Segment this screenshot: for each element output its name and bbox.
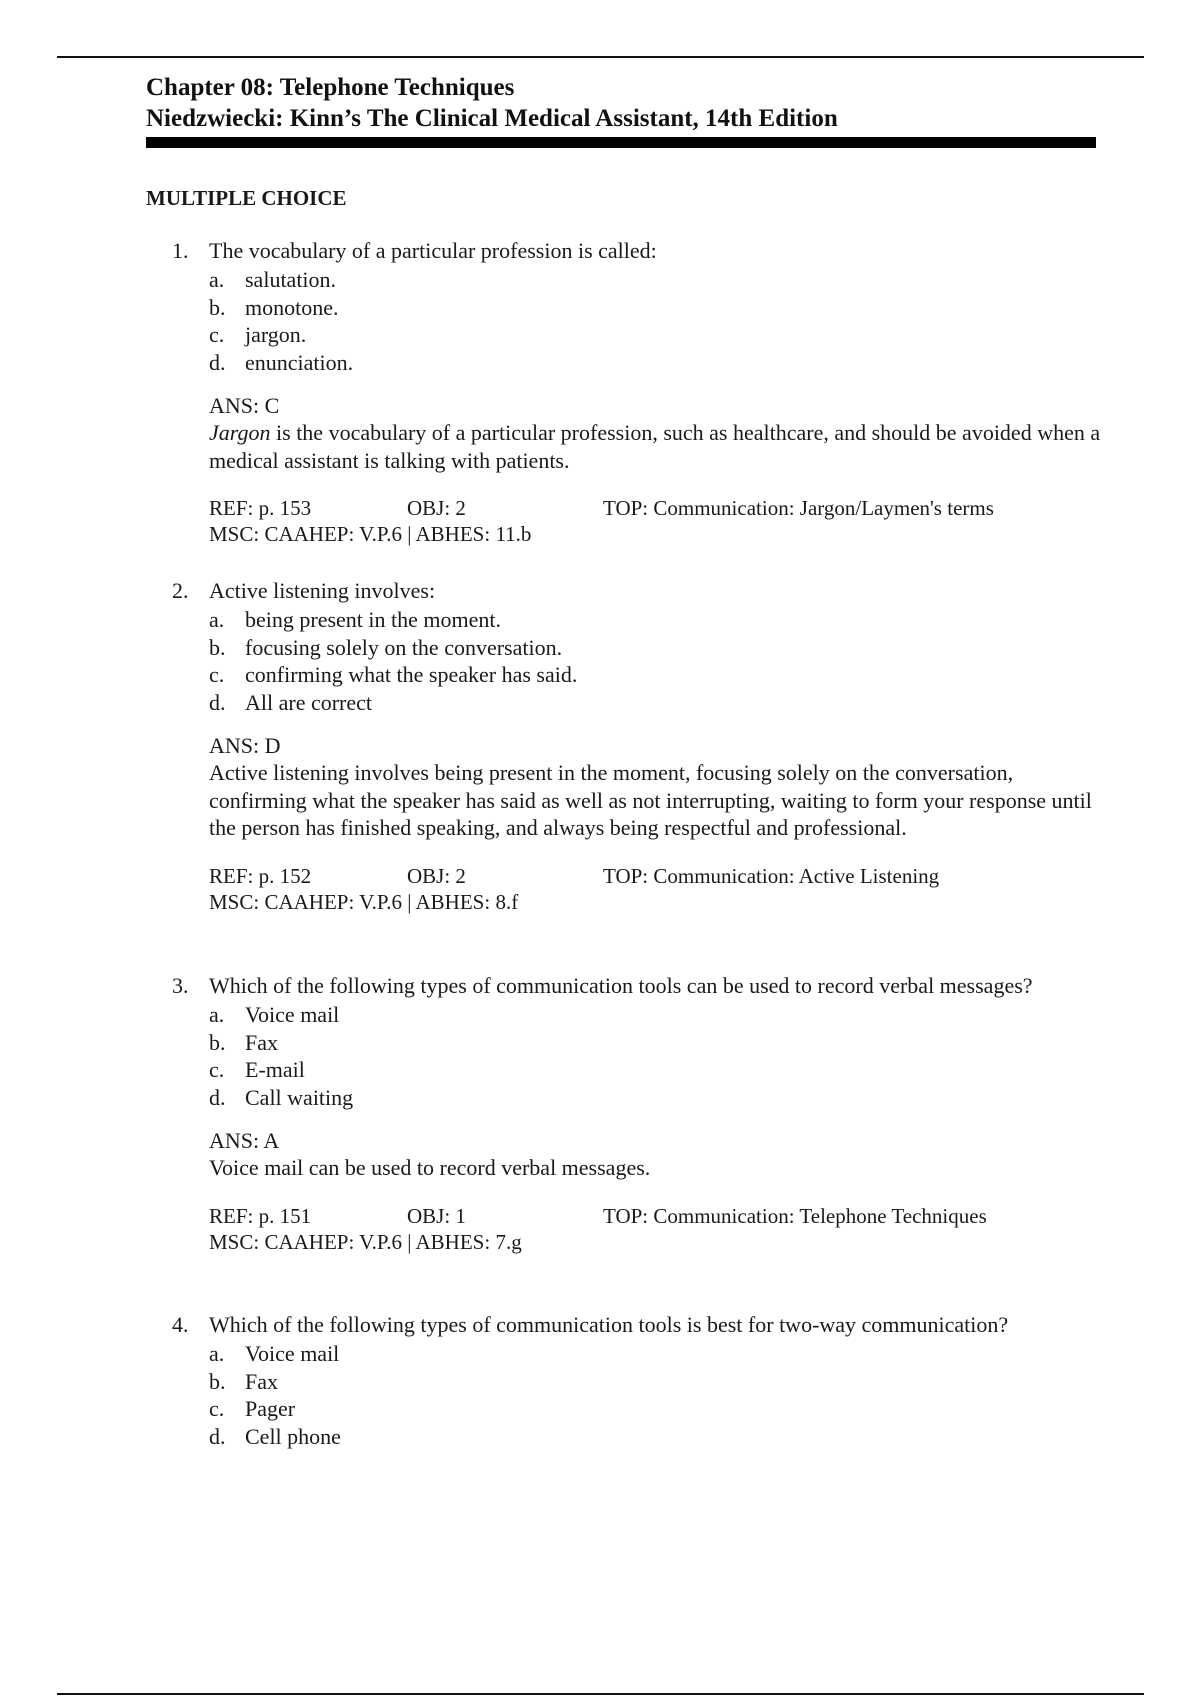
bottom-rule <box>57 1693 1144 1695</box>
obj: OBJ: 2 <box>407 496 466 520</box>
page-header <box>146 72 1096 148</box>
option-d: d. Call waiting <box>209 1084 354 1110</box>
answer-block <box>209 732 1102 842</box>
topic: TOP: Communication: Active Listening <box>603 863 940 888</box>
question-stem: Which of the following types of communication tools can be used to record verbal messages? <box>209 973 1033 998</box>
msc: MSC: CAAHEP: V.P.6 | ABHES: 8.f <box>209 889 519 914</box>
question-stem: The vocabulary of a particular profession is called: <box>209 238 657 263</box>
question-metadata <box>209 495 1102 547</box>
answer-rationale: Jargon is the vocabulary of a particular profession, such as healthcare, and should be avoided when a medical assistant is talking with patients. <box>209 420 1101 473</box>
topic: TOP: Communication: Telephone Techniques <box>603 1203 987 1228</box>
msc: MSC: CAAHEP: V.P.6 | ABHES: 7.g <box>209 1229 522 1254</box>
option-b: b. Fax <box>209 1029 278 1055</box>
option-d: d. enunciation. <box>209 349 354 375</box>
question-number: 1. <box>172 238 189 263</box>
question-metadata <box>209 863 1102 915</box>
option-b: b. monotone. <box>209 294 339 320</box>
question-1 <box>172 237 1102 547</box>
answer-rationale: Voice mail can be used to record verbal messages. <box>209 1155 651 1180</box>
option-a: a. Voice mail <box>209 1341 340 1366</box>
answer-rationale: Active listening involves being present in the moment, focusing solely on the conversation, confirming what the speaker has said as well as not interrupting, waiting to form your response until the person has finished speaking, and always being respectful and professional. <box>209 760 1092 840</box>
option-b: b. Fax <box>209 1368 278 1394</box>
question-3 <box>172 972 1102 1255</box>
option-d: d. Cell phone <box>209 1423 341 1449</box>
obj: OBJ: 1 <box>407 1203 466 1228</box>
question-4 <box>172 1311 1102 1450</box>
question-stem: Active listening involves: <box>209 578 436 603</box>
top-rule <box>57 56 1144 58</box>
topic: TOP: Communication: Jargon/Laymen's terms <box>603 496 994 520</box>
option-a: a. Voice mail <box>209 1002 340 1027</box>
option-d: d. All are correct <box>209 689 373 715</box>
option-c: c. jargon. <box>209 322 307 347</box>
msc: MSC: CAAHEP: V.P.6 | ABHES: 11.b <box>209 522 532 546</box>
ref: REF: p. 153 <box>209 496 312 520</box>
obj: OBJ: 2 <box>407 863 466 888</box>
options-list <box>209 1340 1102 1450</box>
question-stem: Which of the following types of communication tools is best for two-way communication? <box>209 1312 1009 1337</box>
options-list <box>209 266 1102 376</box>
question-number: 4. <box>172 1312 189 1337</box>
answer-block <box>209 1127 1102 1182</box>
option-b: b. focusing solely on the conversation. <box>209 634 563 660</box>
option-c: c. Pager <box>209 1396 296 1421</box>
section-title: MULTIPLE CHOICE <box>146 186 347 210</box>
question-number: 2. <box>172 578 189 603</box>
ref: REF: p. 152 <box>209 863 312 888</box>
option-a: a. being present in the moment. <box>209 607 501 632</box>
question-2 <box>172 577 1102 915</box>
book-title: Niedzwiecki: Kinn’s The Clinical Medical Assistant, 14th Edition <box>146 105 838 132</box>
option-c: c. E-mail <box>209 1057 305 1082</box>
option-c: c. confirming what the speaker has said. <box>209 662 578 687</box>
options-list <box>209 606 1102 716</box>
answer-key: ANS: D <box>209 733 281 758</box>
answer-key: ANS: A <box>209 1128 280 1153</box>
answer-block <box>209 392 1102 474</box>
answer-key: ANS: C <box>209 393 280 418</box>
option-a: a. salutation. <box>209 267 337 292</box>
chapter-title: Chapter 08: Telephone Techniques <box>146 74 515 101</box>
question-metadata <box>209 1203 1102 1255</box>
header-bar <box>146 137 1096 148</box>
ref: REF: p. 151 <box>209 1203 312 1228</box>
question-number: 3. <box>172 973 189 998</box>
options-list <box>209 1001 1102 1111</box>
